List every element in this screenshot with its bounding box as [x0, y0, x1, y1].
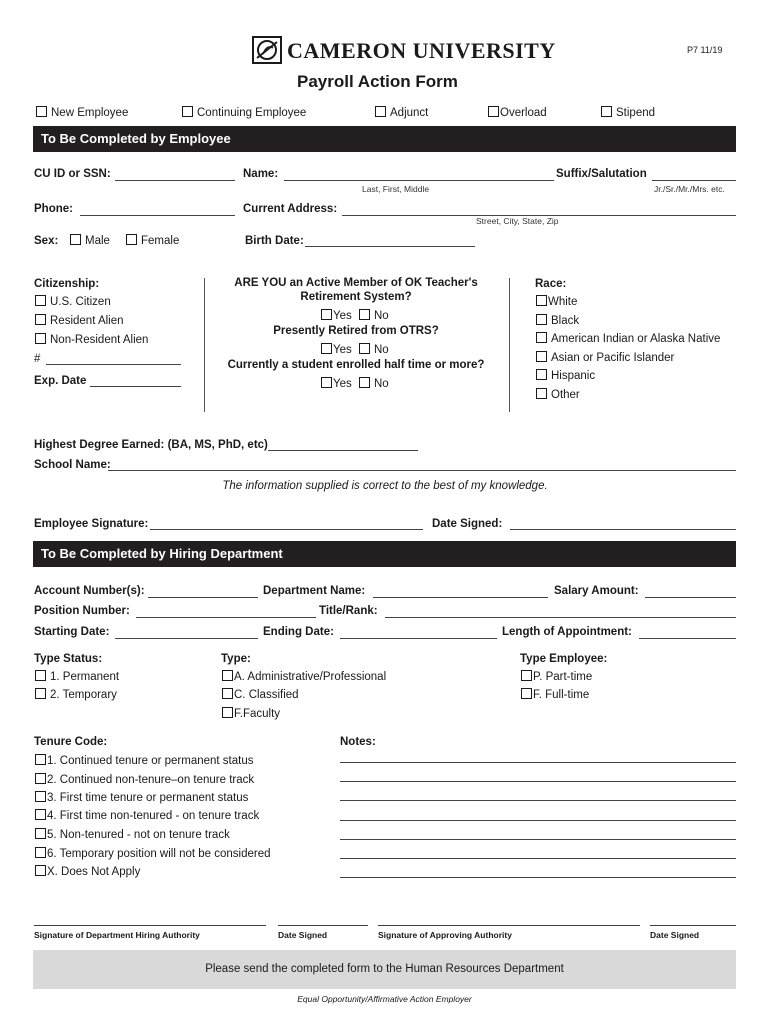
tenure-option-3[interactable]: 3. First time tenure or permanent status: [35, 791, 248, 804]
race-asian[interactable]: Asian or Pacific Islander: [536, 351, 674, 364]
degree-field[interactable]: [268, 450, 418, 451]
hash-field[interactable]: [46, 364, 181, 365]
citizenship-label: Citizenship:: [34, 278, 100, 290]
tenure-option-6[interactable]: 6. Temporary position will not be considered: [35, 847, 271, 860]
otrs-q1-options: Yes No: [321, 309, 389, 322]
approving-authority-signature-field[interactable]: [378, 925, 640, 926]
white-checkbox[interactable]: [536, 295, 547, 306]
otrs-q2-yes-checkbox[interactable]: [321, 343, 332, 354]
exp-date-label: Exp. Date: [34, 375, 87, 387]
otrs-question-2: Presently Retired from OTRS?: [273, 325, 439, 337]
action-overload[interactable]: Overload: [488, 106, 547, 119]
notes-line[interactable]: [340, 762, 736, 763]
title-rank-label: Title/Rank:: [319, 605, 378, 617]
date-signed-2-label: Date Signed: [650, 930, 700, 940]
degree-label: Highest Degree Earned: (BA, MS, PhD, etc): [34, 439, 268, 451]
sex-male[interactable]: Male: [70, 234, 110, 247]
account-field[interactable]: [148, 597, 258, 598]
form-code: P7 11/19: [687, 45, 723, 55]
us-citizen-checkbox[interactable]: [35, 295, 46, 306]
salary-label: Salary Amount:: [554, 585, 639, 597]
female-checkbox[interactable]: [126, 234, 137, 245]
overload-checkbox[interactable]: [488, 106, 499, 117]
type-status-permanent[interactable]: 1. Permanent: [35, 670, 119, 683]
american-indian-checkbox[interactable]: [536, 332, 547, 343]
suffix-label: Suffix/Salutation: [556, 168, 647, 180]
university-logo: [252, 36, 282, 64]
student-yes-checkbox[interactable]: [321, 377, 332, 388]
tenure-option-1[interactable]: 1. Continued tenure or permanent status: [35, 754, 254, 767]
race-hispanic[interactable]: Hispanic: [536, 369, 595, 382]
notes-line[interactable]: [340, 820, 736, 821]
hiring-authority-signature-field[interactable]: [34, 925, 266, 926]
ending-date-field[interactable]: [340, 638, 497, 639]
employee-date-signed-label: Date Signed:: [432, 518, 503, 530]
department-name-label: Department Name:: [263, 585, 366, 597]
column-divider-right: [509, 278, 510, 412]
action-stipend[interactable]: Stipend: [601, 106, 655, 119]
suffix-hint: Jr./Sr./Mr./Mrs. etc.: [654, 184, 725, 194]
name-field[interactable]: [284, 180, 554, 181]
address-hint: Street, City, State, Zip: [476, 216, 559, 226]
tenure-6-checkbox[interactable]: [35, 847, 46, 858]
faculty-checkbox[interactable]: [222, 707, 233, 718]
school-label: School Name:: [34, 459, 111, 471]
tenure-x-checkbox[interactable]: [35, 865, 46, 876]
citizenship-us[interactable]: U.S. Citizen: [35, 295, 111, 308]
black-checkbox[interactable]: [536, 314, 547, 325]
salary-field[interactable]: [645, 597, 736, 598]
otrs-question-1: ARE YOU an Active Member of OK Teacher's Retirement System?: [234, 277, 478, 303]
sex-label: Sex:: [34, 235, 59, 247]
citizenship-resident[interactable]: Resident Alien: [35, 314, 124, 327]
type-classified[interactable]: C. Classified: [222, 688, 299, 701]
birth-label: Birth Date:: [245, 235, 304, 247]
position-number-field[interactable]: [136, 617, 316, 618]
permanent-checkbox[interactable]: [35, 670, 46, 681]
tenure-option-5[interactable]: 5. Non-tenured - not on tenure track: [35, 828, 230, 841]
race-american-indian[interactable]: American Indian or Alaska Native: [536, 332, 720, 345]
employee-signature-field[interactable]: [150, 529, 423, 530]
date-signed-2-field[interactable]: [650, 925, 736, 926]
date-signed-1-field[interactable]: [278, 925, 368, 926]
tenure-3-checkbox[interactable]: [35, 791, 46, 802]
otrs-q1-yes-checkbox[interactable]: [321, 309, 332, 320]
sex-female[interactable]: Female: [126, 234, 179, 247]
ending-date-label: Ending Date:: [263, 626, 334, 638]
new-employee-checkbox[interactable]: [36, 106, 47, 117]
type-employee-full-time[interactable]: F. Full-time: [521, 688, 589, 701]
certification-statement: The information supplied is correct to the best of my knowledge.: [222, 480, 548, 492]
type-employee-part-time[interactable]: P. Part-time: [521, 670, 592, 683]
male-checkbox[interactable]: [70, 234, 81, 245]
starting-date-field[interactable]: [115, 638, 258, 639]
asian-checkbox[interactable]: [536, 351, 547, 362]
tenure-option-x[interactable]: X. Does Not Apply: [35, 865, 140, 878]
race-label: Race:: [535, 278, 567, 290]
continuing-employee-checkbox[interactable]: [182, 106, 193, 117]
school-field[interactable]: [108, 470, 736, 471]
employee-date-signed-field[interactable]: [510, 529, 736, 530]
hash-label: #: [34, 353, 41, 365]
department-section-header: To Be Completed by Hiring Department: [33, 541, 736, 567]
eoe-statement: Equal Opportunity/Affirmative Action Employer: [297, 994, 472, 1004]
type-employee-label: Type Employee:: [520, 653, 608, 665]
form-title: Payroll Action Form: [297, 72, 458, 91]
full-time-checkbox[interactable]: [521, 688, 532, 699]
adjunct-checkbox[interactable]: [375, 106, 386, 117]
column-divider-left: [204, 278, 205, 412]
phone-label: Phone:: [34, 203, 73, 215]
tenure-5-checkbox[interactable]: [35, 828, 46, 839]
notes-line[interactable]: [340, 858, 736, 859]
type-status-label: Type Status:: [34, 653, 103, 665]
action-adjunct[interactable]: Adjunct: [375, 106, 428, 119]
cu-id-label: CU ID or SSN:: [34, 168, 111, 180]
type-faculty[interactable]: F.Faculty: [222, 707, 280, 720]
notes-line[interactable]: [340, 800, 736, 801]
notes-label: Notes:: [340, 736, 376, 748]
notes-line[interactable]: [340, 877, 736, 878]
send-note-text: Please send the completed form to the Human Resources Department: [205, 963, 564, 975]
birth-field[interactable]: [305, 246, 475, 247]
hispanic-checkbox[interactable]: [536, 369, 547, 380]
exp-date-field[interactable]: [90, 386, 181, 387]
type-label: Type:: [221, 653, 251, 665]
starting-date-label: Starting Date:: [34, 626, 110, 638]
send-note-banner: [33, 950, 736, 989]
part-time-checkbox[interactable]: [521, 670, 532, 681]
stipend-checkbox[interactable]: [601, 106, 612, 117]
tenure-2-checkbox[interactable]: [35, 773, 46, 784]
suffix-field[interactable]: [652, 180, 736, 181]
other-race-checkbox[interactable]: [536, 388, 547, 399]
employee-signature-label: Employee Signature:: [34, 518, 149, 530]
race-white[interactable]: White: [536, 295, 577, 308]
action-new-employee[interactable]: New Employee: [36, 106, 128, 119]
race-black[interactable]: Black: [536, 314, 579, 327]
phone-field[interactable]: [80, 215, 235, 216]
employee-section-header: To Be Completed by Employee: [33, 126, 736, 152]
name-hint: Last, First, Middle: [362, 184, 430, 194]
department-name-field[interactable]: [373, 597, 548, 598]
student-no-checkbox[interactable]: [359, 377, 370, 388]
citizenship-nonresident[interactable]: Non-Resident Alien: [35, 333, 148, 346]
address-label: Current Address:: [243, 203, 338, 215]
otrs-q2-no-checkbox[interactable]: [359, 343, 370, 354]
student-options: Yes No: [321, 377, 389, 390]
type-status-temporary[interactable]: 2. Temporary: [35, 688, 117, 701]
university-name: CAMERON UNIVERSITY: [287, 38, 556, 63]
race-other[interactable]: Other: [536, 388, 580, 401]
temporary-checkbox[interactable]: [35, 688, 46, 699]
type-administrative[interactable]: A. Administrative/Professional: [222, 670, 386, 683]
account-label: Account Number(s):: [34, 585, 145, 597]
date-signed-1-label: Date Signed: [278, 930, 328, 940]
length-label: Length of Appointment:: [502, 626, 632, 638]
cu-id-field[interactable]: [115, 180, 235, 181]
tenure-code-label: Tenure Code:: [34, 736, 108, 748]
resident-alien-checkbox[interactable]: [35, 314, 46, 325]
tenure-1-checkbox[interactable]: [35, 754, 46, 765]
notes-line[interactable]: [340, 839, 736, 840]
approving-authority-label: Signature of Approving Authority: [378, 930, 512, 940]
non-resident-alien-checkbox[interactable]: [35, 333, 46, 344]
tenure-4-checkbox[interactable]: [35, 809, 46, 820]
position-number-label: Position Number:: [34, 605, 130, 617]
name-label: Name:: [243, 168, 279, 180]
title-rank-field[interactable]: [385, 617, 736, 618]
otrs-q2-options: Yes No: [321, 343, 389, 356]
notes-line[interactable]: [340, 781, 736, 782]
hiring-authority-label: Signature of Department Hiring Authority: [34, 930, 200, 940]
tenure-option-2[interactable]: 2. Continued non-tenure–on tenure track: [35, 773, 254, 786]
action-continuing-employee[interactable]: Continuing Employee: [182, 106, 306, 119]
length-field[interactable]: [639, 638, 736, 639]
student-question: Currently a student enrolled half time or more?: [227, 359, 485, 371]
administrative-checkbox[interactable]: [222, 670, 233, 681]
tenure-option-4[interactable]: 4. First time non-tenured - on tenure track: [35, 809, 259, 822]
otrs-q1-no-checkbox[interactable]: [359, 309, 370, 320]
classified-checkbox[interactable]: [222, 688, 233, 699]
